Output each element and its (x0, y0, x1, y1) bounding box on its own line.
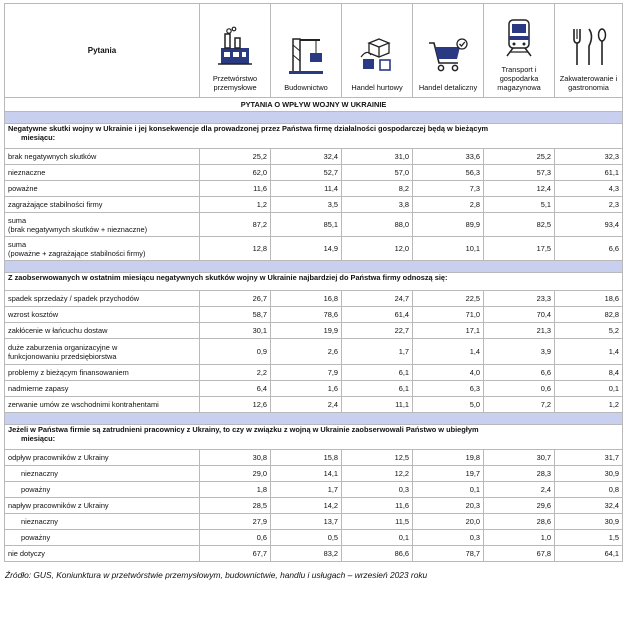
cell-value: 86,6 (342, 546, 413, 562)
cell-value: 70,4 (484, 307, 555, 323)
cell-value: 5,1 (484, 197, 555, 213)
cell-value: 21,3 (484, 323, 555, 339)
cell-value: 3,8 (342, 197, 413, 213)
cell-value: 1,2 (200, 197, 271, 213)
row-label-line: funkcjonowaniu przedsiębiorstwa (8, 351, 117, 361)
column-header-construction (271, 4, 342, 98)
cell-value: 26,7 (200, 291, 271, 307)
cell-value: 0,8 (555, 482, 623, 498)
cell-value: 16,8 (271, 291, 342, 307)
row-label: problemy z bieżącym finansowaniem (5, 365, 200, 381)
table-row (5, 365, 623, 381)
cell-value: 0,1 (342, 530, 413, 546)
cell-value: 11,6 (342, 498, 413, 514)
cell-value: 12,4 (484, 181, 555, 197)
cell-value: 3,5 (271, 197, 342, 213)
column-header-manufacturing (200, 4, 271, 98)
cell-value: 57,0 (342, 165, 413, 181)
table-row (5, 530, 623, 546)
cell-value: 32,4 (271, 149, 342, 165)
row-label-line: suma (8, 215, 27, 225)
column-header-retail (413, 4, 484, 98)
cell-value: 0,1 (555, 381, 623, 397)
cell-value: 30,8 (200, 450, 271, 466)
table-row (5, 450, 623, 466)
cell-value: 23,3 (484, 291, 555, 307)
row-label: zerwanie umów ze wschodnimi kontrahentami (5, 397, 200, 413)
section-header (5, 425, 623, 450)
cell-value: 18,6 (555, 291, 623, 307)
section-header (5, 273, 623, 291)
row-label: napływ pracowników z Ukrainy (5, 498, 200, 514)
question-header: Pytania (5, 4, 200, 98)
table-row (5, 482, 623, 498)
cell-value: 6,4 (200, 381, 271, 397)
row-label: odpływ pracowników z Ukrainy (5, 450, 200, 466)
table-title: PYTANIA O WPŁYW WOJNY W UKRAINIE (5, 98, 623, 112)
cell-value: 11,5 (342, 514, 413, 530)
source-note: Źródło: GUS, Koniunktura w przetwórstwie przemysłowym, budownictwie, handlu i usługach – wrzesień 2023 roku (5, 570, 428, 580)
cell-value: 1,8 (200, 482, 271, 498)
cell-value: 6,1 (342, 381, 413, 397)
cell-value: 12,6 (200, 397, 271, 413)
table-row (5, 546, 623, 562)
cell-value: 71,0 (413, 307, 484, 323)
row-label: poważne (5, 181, 200, 197)
column-label-manufacturing: Przetwórstwo przemysłowe (212, 74, 258, 92)
cell-value: 4,3 (555, 181, 623, 197)
row-label (5, 213, 200, 237)
crane-icon (286, 35, 326, 77)
cell-value: 25,2 (484, 149, 555, 165)
cell-value: 17,5 (484, 237, 555, 261)
cell-value: 1,6 (271, 381, 342, 397)
cell-value: 11,4 (271, 181, 342, 197)
table-row (5, 323, 623, 339)
cell-value: 28,6 (484, 514, 555, 530)
cell-value: 6,1 (342, 365, 413, 381)
factory-icon (215, 26, 255, 68)
cell-value: 0,3 (342, 482, 413, 498)
cell-value: 12,2 (342, 466, 413, 482)
cell-value: 57,3 (484, 165, 555, 181)
cell-value: 31,7 (555, 450, 623, 466)
row-label: zakłócenie w łańcuchu dostaw (5, 323, 200, 339)
cell-value: 0,5 (271, 530, 342, 546)
cell-value: 78,7 (413, 546, 484, 562)
column-label-wholesale: Handel hurtowy (351, 83, 403, 92)
cell-value: 0,6 (484, 381, 555, 397)
table-title-row (5, 98, 623, 112)
cell-value: 12,8 (200, 237, 271, 261)
row-label: nieznaczny (5, 466, 200, 482)
boxes-icon (357, 35, 397, 77)
cell-value: 6,6 (555, 237, 623, 261)
train-icon (499, 17, 539, 59)
cell-value: 58,7 (200, 307, 271, 323)
cell-value: 8,4 (555, 365, 623, 381)
column-label-construction: Budownictwo (284, 83, 328, 92)
section-band (5, 413, 623, 425)
row-label-line: suma (8, 239, 27, 249)
section-title: Z zaobserwowanych w ostatnim miesiącu negatywnych skutków wojny w Ukrainie najbardziej do Państwa firmy odnoszą się: (8, 273, 448, 282)
cell-value: 27,9 (200, 514, 271, 530)
cell-value: 7,3 (413, 181, 484, 197)
cell-value: 14,2 (271, 498, 342, 514)
war-impact-table (4, 3, 623, 562)
cell-value: 30,9 (555, 514, 623, 530)
cell-value: 62,0 (200, 165, 271, 181)
table-row (5, 466, 623, 482)
row-label-line: duże zaburzenia organizacyjne w (8, 342, 118, 352)
column-label-retail: Handel detaliczny (418, 83, 478, 92)
cell-value: 61,1 (555, 165, 623, 181)
cell-value: 56,3 (413, 165, 484, 181)
row-label: nie dotyczy (5, 546, 200, 562)
cell-value: 32,3 (555, 149, 623, 165)
cell-value: 17,1 (413, 323, 484, 339)
cell-value: 2,6 (271, 339, 342, 365)
cell-value: 12,5 (342, 450, 413, 466)
cell-value: 5,2 (555, 323, 623, 339)
section-title-continued: miesiącu: (21, 133, 56, 142)
cell-value: 2,8 (413, 197, 484, 213)
cell-value: 32,4 (555, 498, 623, 514)
cell-value: 22,5 (413, 291, 484, 307)
table-container (4, 3, 622, 580)
cell-value: 29,0 (200, 466, 271, 482)
section-band (5, 261, 623, 273)
cell-value: 82,8 (555, 307, 623, 323)
cell-value: 0,1 (413, 482, 484, 498)
cell-value: 22,7 (342, 323, 413, 339)
cell-value: 25,2 (200, 149, 271, 165)
cell-value: 0,3 (413, 530, 484, 546)
table-row (5, 291, 623, 307)
row-label-line: (poważne + zagrażające stabilności firmy) (8, 248, 146, 258)
column-header-wholesale (342, 4, 413, 98)
column-label-transport: Transport i gospodarka magazynowa (497, 65, 541, 92)
cell-value: 19,8 (413, 450, 484, 466)
table-row (5, 149, 623, 165)
row-label: wzrost kosztów (5, 307, 200, 323)
table-row (5, 381, 623, 397)
cell-value: 1,4 (555, 339, 623, 365)
row-label-line: (brak negatywnych skutków + nieznaczne) (8, 224, 148, 234)
cell-value: 6,6 (484, 365, 555, 381)
cell-value: 2,2 (200, 365, 271, 381)
cell-value: 64,1 (555, 546, 623, 562)
cell-value: 28,3 (484, 466, 555, 482)
table-row (5, 307, 623, 323)
cell-value: 14,9 (271, 237, 342, 261)
cell-value: 83,2 (271, 546, 342, 562)
cell-value: 24,7 (342, 291, 413, 307)
cell-value: 31,0 (342, 149, 413, 165)
cell-value: 14,1 (271, 466, 342, 482)
cell-value: 87,2 (200, 213, 271, 237)
cell-value: 93,4 (555, 213, 623, 237)
cell-value: 1,7 (271, 482, 342, 498)
cell-value: 61,4 (342, 307, 413, 323)
cell-value: 78,6 (271, 307, 342, 323)
cell-value: 2,4 (484, 482, 555, 498)
cell-value: 1,7 (342, 339, 413, 365)
section-title: Jeżeli w Państwa firmie są zatrudnieni pracownicy z Ukrainy, to czy w związku z wojną w Ukrainie zaobserwowali Państwo w ubiegłym (8, 425, 479, 434)
table-row (5, 237, 623, 261)
row-label: brak negatywnych skutków (5, 149, 200, 165)
cell-value: 88,0 (342, 213, 413, 237)
cell-value: 1,4 (413, 339, 484, 365)
table-row (5, 197, 623, 213)
cell-value: 29,6 (484, 498, 555, 514)
section-title-continued: miesiącu: (21, 434, 56, 443)
row-label: spadek sprzedaży / spadek przychodów (5, 291, 200, 307)
cell-value: 10,1 (413, 237, 484, 261)
cell-value: 85,1 (271, 213, 342, 237)
cell-value: 30,7 (484, 450, 555, 466)
row-label (5, 339, 200, 365)
row-label (5, 237, 200, 261)
table-row (5, 339, 623, 365)
cell-value: 15,8 (271, 450, 342, 466)
table-row (5, 498, 623, 514)
cell-value: 20,0 (413, 514, 484, 530)
cell-value: 67,8 (484, 546, 555, 562)
cell-value: 13,7 (271, 514, 342, 530)
cell-value: 30,9 (555, 466, 623, 482)
cell-value: 67,7 (200, 546, 271, 562)
cell-value: 7,2 (484, 397, 555, 413)
cell-value: 5,0 (413, 397, 484, 413)
row-label: nieznaczne (5, 165, 200, 181)
cell-value: 33,6 (413, 149, 484, 165)
cell-value: 30,1 (200, 323, 271, 339)
cell-value: 11,6 (200, 181, 271, 197)
cell-value: 1,2 (555, 397, 623, 413)
cell-value: 2,3 (555, 197, 623, 213)
cell-value: 28,5 (200, 498, 271, 514)
cell-value: 2,4 (271, 397, 342, 413)
section-band (5, 112, 623, 124)
cell-value: 20,3 (413, 498, 484, 514)
cell-value: 4,0 (413, 365, 484, 381)
cutlery-icon (569, 26, 609, 68)
cell-value: 19,7 (413, 466, 484, 482)
column-label-accommodation: Zakwaterowanie i gastronomia (559, 74, 618, 92)
cell-value: 11,1 (342, 397, 413, 413)
cell-value: 89,9 (413, 213, 484, 237)
cell-value: 6,3 (413, 381, 484, 397)
row-label: poważny (5, 482, 200, 498)
cell-value: 1,5 (555, 530, 623, 546)
cell-value: 52,7 (271, 165, 342, 181)
header-row (5, 4, 623, 98)
shopping-cart-icon (426, 35, 470, 77)
table-row (5, 397, 623, 413)
row-label: nadmierne zapasy (5, 381, 200, 397)
cell-value: 8,2 (342, 181, 413, 197)
cell-value: 1,0 (484, 530, 555, 546)
table-row (5, 213, 623, 237)
table-row (5, 165, 623, 181)
row-label: nieznaczny (5, 514, 200, 530)
row-label: zagrażające stabilności firmy (5, 197, 200, 213)
cell-value: 0,6 (200, 530, 271, 546)
column-header-transport (484, 4, 555, 98)
section-title: Negatywne skutki wojny w Ukrainie i jej konsekwencje dla prowadzonej przez Państwa firmę działalności gospodarczej będą w bieżącym (8, 124, 489, 133)
table-row (5, 181, 623, 197)
column-header-accommodation (555, 4, 623, 98)
section-header (5, 124, 623, 149)
cell-value: 7,9 (271, 365, 342, 381)
cell-value: 3,9 (484, 339, 555, 365)
cell-value: 0,9 (200, 339, 271, 365)
cell-value: 82,5 (484, 213, 555, 237)
cell-value: 19,9 (271, 323, 342, 339)
cell-value: 12,0 (342, 237, 413, 261)
row-label: poważny (5, 530, 200, 546)
table-row (5, 514, 623, 530)
